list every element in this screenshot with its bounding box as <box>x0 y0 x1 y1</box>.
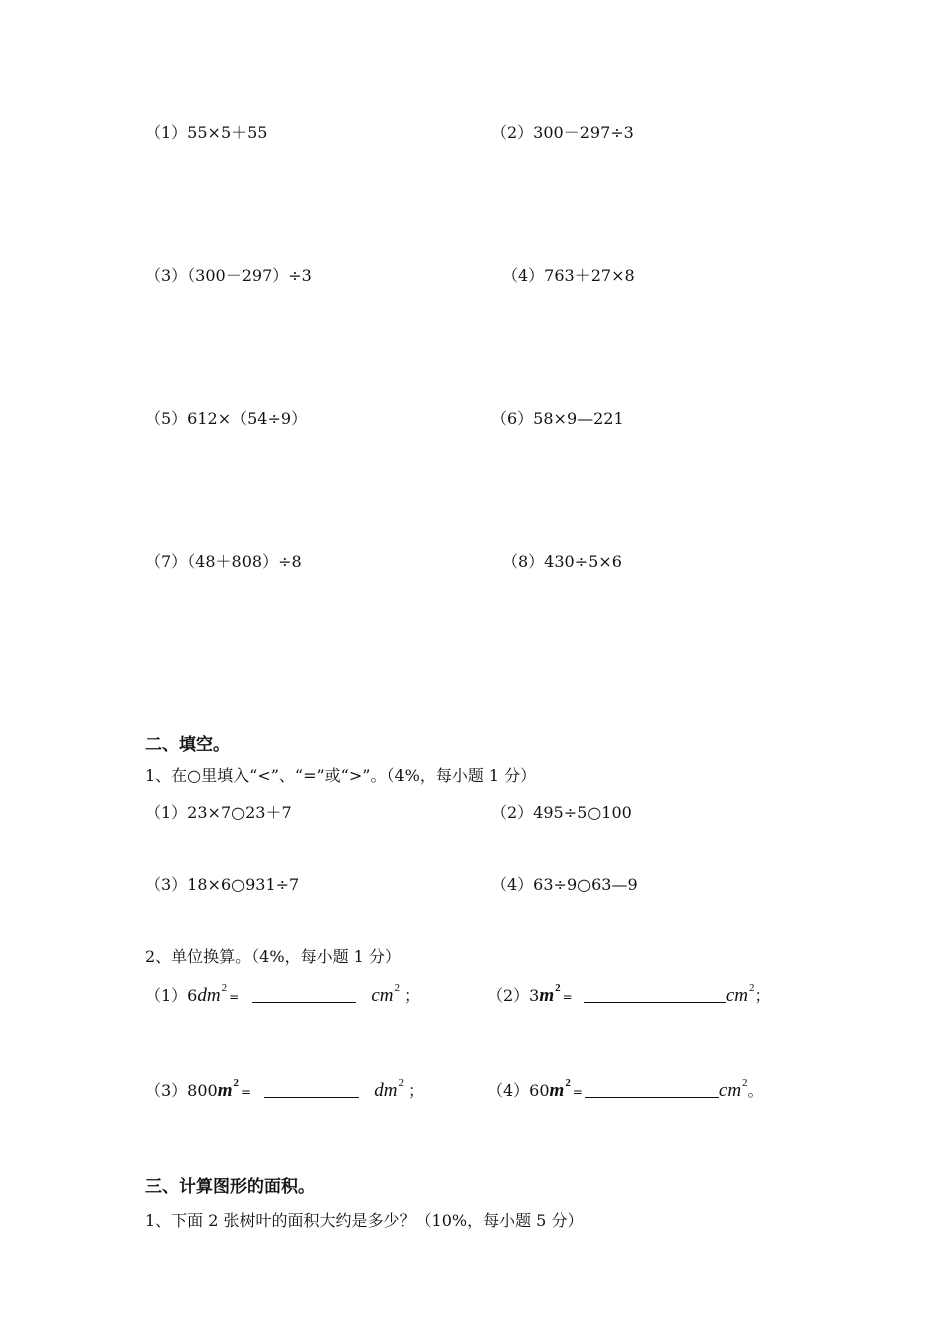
compare-item-4: （4）63÷9○63—9 <box>491 875 638 894</box>
calc-item-5: （5）612×（54÷9） <box>145 409 308 428</box>
calc-item-8: （8）430÷5×6 <box>502 552 622 571</box>
unit-from: $m^2$ <box>549 1077 571 1101</box>
conversion-label: （1）6 <box>145 986 198 1005</box>
conversion-instruction: 2、单位换算。（4%，每小题 1 分） <box>145 947 401 966</box>
conversion-item-2: $(2)3m^2= cm^2$； <box>487 982 771 1006</box>
unit-from: $dm^2$ <box>197 982 228 1006</box>
calc-item-2: （2）300－297÷3 <box>491 123 634 142</box>
conversion-label: （4）60 <box>487 1081 550 1100</box>
conversion-item-4: $(4)60m^2= cm^2$。 <box>487 1077 764 1101</box>
compare-item-2: （2）495÷5○100 <box>491 803 632 822</box>
leaf-area-question: 1、下面 2 张树叶的面积大约是多少？（10%，每小题 5 分） <box>145 1211 584 1230</box>
unit-to: $cm^2$ <box>725 982 755 1006</box>
compare-instruction: 1、在○里填入“<”、“=”或“>”。（4%，每小题 1 分） <box>145 766 537 785</box>
calc-item-1: （1）55×5＋55 <box>145 123 268 142</box>
calc-item-6: （6）58×9—221 <box>491 409 624 428</box>
compare-item-3: （3）18×6○931÷7 <box>145 875 300 894</box>
section-3-heading: 三、计算图形的面积。 <box>145 1177 315 1197</box>
unit-from: $m^2$ <box>217 1077 240 1101</box>
answer-blank[interactable] <box>585 1079 719 1098</box>
unit-to: $cm^2$ <box>718 1077 748 1101</box>
compare-item-1: （1）23×7○23＋7 <box>145 803 292 822</box>
conversion-item-3: $(3)800m^2= dm^2$ ； <box>145 1077 425 1101</box>
calc-item-7: （7）（48＋808）÷8 <box>145 552 302 571</box>
unit-from: $m^2$ <box>539 982 561 1006</box>
conversion-label: （2）3 <box>487 986 540 1005</box>
section-2-heading: 二、填空。 <box>145 735 230 755</box>
answer-blank[interactable] <box>264 1079 359 1098</box>
conversion-item-1: $(1)6dm^2= cm^2$ ； <box>145 982 421 1006</box>
answer-blank[interactable] <box>252 984 356 1003</box>
unit-to: $cm^2$ <box>371 982 401 1006</box>
unit-to: $dm^2$ <box>374 1077 404 1101</box>
answer-blank[interactable] <box>584 984 726 1003</box>
calc-item-3: （3）（300－297）÷3 <box>145 266 312 285</box>
conversion-label: （3）800 <box>145 1081 218 1100</box>
calc-item-4: （4）763＋27×8 <box>502 266 635 285</box>
